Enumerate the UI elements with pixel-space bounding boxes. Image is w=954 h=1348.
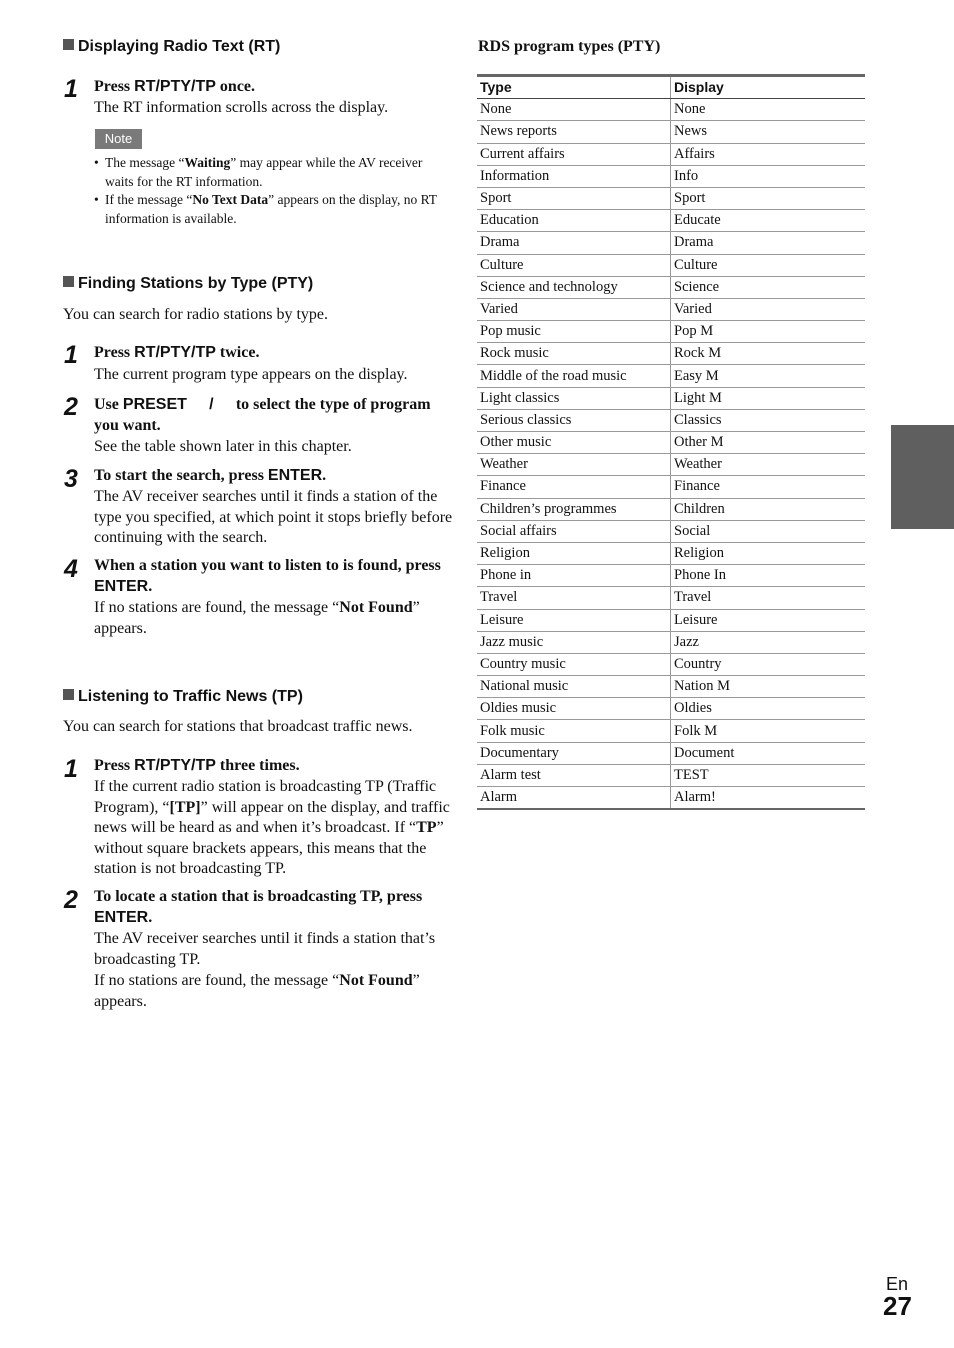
step-title: When a station you want to listen to is found, press ENTER. — [94, 557, 441, 595]
display-cell: Drama — [671, 232, 866, 254]
chapter-tab — [891, 425, 954, 529]
step-number: 2 — [64, 886, 78, 914]
type-cell: Oldies music — [477, 698, 671, 720]
square-bullet-icon — [63, 39, 74, 50]
step-body: The RT information scrolls across the display. — [94, 99, 389, 116]
step-title: Press RT/PTY/TP twice. — [94, 344, 260, 361]
table-row — [477, 187, 865, 209]
table-row — [477, 121, 865, 143]
step-body: The current program type appears on the display. — [94, 366, 408, 383]
type-cell: Children’s programmes — [477, 498, 671, 520]
table-row — [477, 343, 865, 365]
type-cell: Education — [477, 210, 671, 232]
display-cell: Phone In — [671, 565, 866, 587]
table-row — [477, 454, 865, 476]
display-cell: Varied — [671, 298, 866, 320]
table-row — [477, 787, 865, 810]
note-list — [94, 154, 454, 228]
type-cell: Culture — [477, 254, 671, 276]
step-number: 1 — [64, 755, 78, 783]
table-row — [477, 498, 865, 520]
type-cell: Rock music — [477, 343, 671, 365]
type-cell: Sport — [477, 187, 671, 209]
type-cell: Serious classics — [477, 409, 671, 431]
table-row — [477, 631, 865, 653]
step-body: If no stations are found, the message “Not Found” appears. — [94, 972, 420, 1010]
step-title: Use PRESET / to select the type of program you want. — [94, 396, 431, 434]
display-cell: Leisure — [671, 609, 866, 631]
table-row — [477, 165, 865, 187]
type-cell: Social affairs — [477, 520, 671, 542]
table-row — [477, 254, 865, 276]
table-row — [477, 565, 865, 587]
table-row — [477, 542, 865, 564]
table-row — [477, 143, 865, 165]
square-bullet-icon — [63, 689, 74, 700]
table-row — [477, 232, 865, 254]
display-cell: Educate — [671, 210, 866, 232]
display-cell: Rock M — [671, 343, 866, 365]
display-cell: None — [671, 99, 866, 121]
type-cell: Information — [477, 165, 671, 187]
table-body — [477, 99, 865, 810]
section-heading-rt — [63, 38, 280, 56]
page-number: 27 — [883, 1291, 912, 1321]
table-row — [477, 365, 865, 387]
type-cell: Folk music — [477, 720, 671, 742]
note-item: • If the message “No Text Data” appears on the display, no RT information is available. — [94, 191, 454, 228]
table-row — [477, 742, 865, 764]
display-cell: Alarm! — [671, 787, 866, 810]
display-cell: Social — [671, 520, 866, 542]
type-cell: Alarm — [477, 787, 671, 810]
step-number: 1 — [64, 341, 78, 369]
display-cell: Children — [671, 498, 866, 520]
table-row — [477, 409, 865, 431]
section-heading-tp — [63, 688, 303, 706]
type-cell: Documentary — [477, 742, 671, 764]
step-title: Press RT/PTY/TP three times. — [94, 757, 300, 774]
step-title: To locate a station that is broadcasting TP, press ENTER. — [94, 888, 423, 926]
type-cell: Country music — [477, 653, 671, 675]
type-cell: Middle of the road music — [477, 365, 671, 387]
table-row — [477, 698, 865, 720]
table-row — [477, 476, 865, 498]
display-cell: Classics — [671, 409, 866, 431]
display-cell: Pop M — [671, 321, 866, 343]
table-row — [477, 764, 865, 786]
type-cell: Drama — [477, 232, 671, 254]
display-cell: Light M — [671, 387, 866, 409]
column-header: Type — [477, 76, 671, 99]
type-cell: Science and technology — [477, 276, 671, 298]
display-cell: Folk M — [671, 720, 866, 742]
section-intro: You can search for stations that broadcast traffic news. — [63, 718, 413, 735]
section-title: Displaying Radio Text (RT) — [78, 38, 281, 55]
pty-table — [477, 74, 865, 810]
display-cell: Jazz — [671, 631, 866, 653]
table-row — [477, 676, 865, 698]
table-row — [477, 387, 865, 409]
step-body: The AV receiver searches until it finds a station of the type you specified, at which point it stops briefly before continuing with the search. — [94, 488, 453, 546]
section-heading-pty — [63, 275, 313, 293]
step-number: 2 — [64, 393, 78, 421]
step-title: To start the search, press ENTER. — [94, 467, 327, 484]
column-header: Display — [671, 76, 866, 99]
type-cell: Current affairs — [477, 143, 671, 165]
display-cell: Easy M — [671, 365, 866, 387]
display-cell: Document — [671, 742, 866, 764]
table-row — [477, 520, 865, 542]
type-cell: News reports — [477, 121, 671, 143]
type-cell: Religion — [477, 542, 671, 564]
language-code: En — [886, 1274, 909, 1294]
step-number: 1 — [64, 75, 78, 103]
display-cell: Sport — [671, 187, 866, 209]
note-label: Note — [95, 129, 142, 149]
step-body: If the current radio station is broadcasting TP (Traffic Program), “[TP]” will appear on the display, and traffic news will be heard as and when it’s broadcast. If “TP” without square brackets appears, this means that the station is not broadcasting TP. — [94, 778, 450, 877]
display-cell: Science — [671, 276, 866, 298]
display-cell: Nation M — [671, 676, 866, 698]
display-cell: TEST — [671, 764, 866, 786]
step-title: Press RT/PTY/TP once. — [94, 78, 256, 95]
square-bullet-icon — [63, 276, 74, 287]
type-cell: Light classics — [477, 387, 671, 409]
step-body: The AV receiver searches until it finds a station that’s broadcasting TP. — [94, 930, 436, 968]
type-cell: Pop music — [477, 321, 671, 343]
display-cell: Travel — [671, 587, 866, 609]
type-cell: Phone in — [477, 565, 671, 587]
table-row — [477, 653, 865, 675]
type-cell: None — [477, 99, 671, 121]
type-cell: Finance — [477, 476, 671, 498]
step-body: See the table shown later in this chapter. — [94, 438, 352, 455]
display-cell: News — [671, 121, 866, 143]
display-cell: Info — [671, 165, 866, 187]
type-cell: Weather — [477, 454, 671, 476]
section-title: Finding Stations by Type (PTY) — [78, 275, 314, 292]
display-cell: Country — [671, 653, 866, 675]
section-intro: You can search for radio stations by type. — [63, 306, 328, 323]
type-cell: Travel — [477, 587, 671, 609]
table-header-row — [477, 76, 865, 99]
note-item: • The message “Waiting” may appear while the AV receiver waits for the RT information. — [94, 154, 454, 191]
table-row — [477, 298, 865, 320]
display-cell: Affairs — [671, 143, 866, 165]
type-cell: Jazz music — [477, 631, 671, 653]
step-number: 4 — [64, 555, 78, 583]
display-cell: Finance — [671, 476, 866, 498]
display-cell: Other M — [671, 432, 866, 454]
display-cell: Oldies — [671, 698, 866, 720]
section-title: Listening to Traffic News (TP) — [78, 688, 303, 705]
type-cell: National music — [477, 676, 671, 698]
type-cell: Leisure — [477, 609, 671, 631]
step-number: 3 — [64, 465, 78, 493]
table-row — [477, 276, 865, 298]
table-row — [477, 720, 865, 742]
table-row — [477, 210, 865, 232]
table-row — [477, 99, 865, 121]
table-row — [477, 321, 865, 343]
type-cell: Other music — [477, 432, 671, 454]
display-cell: Religion — [671, 542, 866, 564]
type-cell: Varied — [477, 298, 671, 320]
type-cell: Alarm test — [477, 764, 671, 786]
table-title: RDS program types (PTY) — [478, 38, 661, 55]
step-body: If no stations are found, the message “Not Found” appears. — [94, 599, 420, 637]
display-cell: Weather — [671, 454, 866, 476]
table-row — [477, 587, 865, 609]
display-cell: Culture — [671, 254, 866, 276]
table-row — [477, 609, 865, 631]
table-row — [477, 432, 865, 454]
